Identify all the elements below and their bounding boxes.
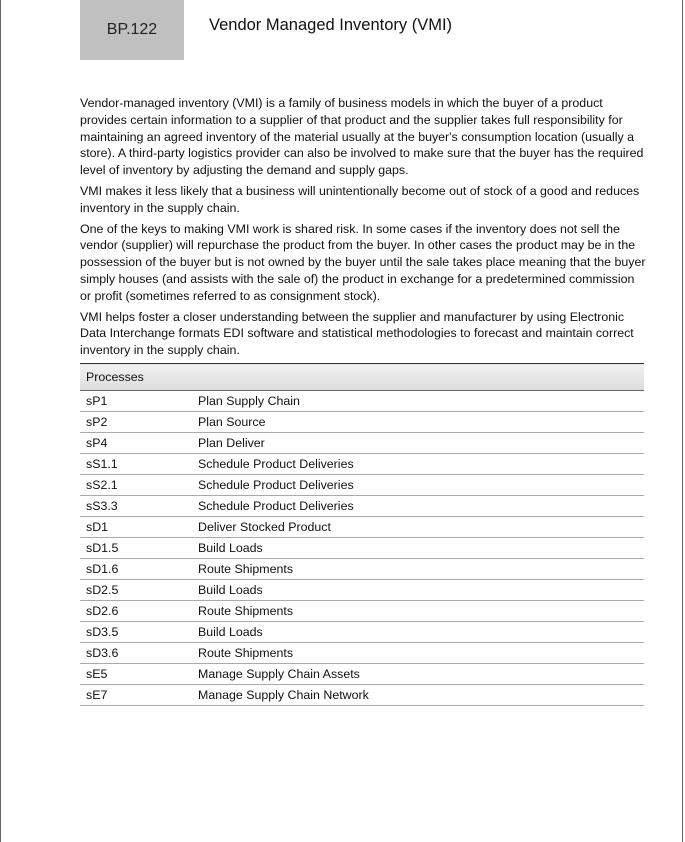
process-code-box	[80, 0, 184, 60]
process-code: BP.122	[106, 21, 158, 38]
table-row	[80, 517, 644, 538]
table-row	[80, 622, 644, 643]
process-name: Plan Deliver	[192, 433, 644, 454]
table-row	[80, 559, 644, 580]
table-row	[80, 454, 644, 475]
process-name: Build Loads	[192, 580, 644, 601]
process-name: Route Shipments	[192, 559, 644, 580]
process-code: sS3.3	[80, 496, 192, 517]
table-row	[80, 433, 644, 454]
process-code: sD3.6	[80, 643, 192, 664]
process-code: sS2.1	[80, 475, 192, 496]
table-row	[80, 475, 644, 496]
table-row	[80, 685, 644, 706]
paragraph: Vendor-managed inventory (VMI) is a family of business models in which the buyer of a product provides certain information to a supplier of that product and the supplier takes full responsibility for maintaining an agreed inventory of the material usually at the buyer's consumption location (usually a store). A third-party logistics provider can also be involved to make sure that the buyer has the required level of inventory by adjusting the demand and supply gaps.	[80, 96, 644, 178]
process-name: Deliver Stocked Product	[192, 517, 644, 538]
paragraph: VMI makes it less likely that a business will unintentionally become out of stock of a good and reduces inventory in the supply chain.	[80, 183, 640, 215]
process-code: sP1	[80, 391, 192, 412]
table-row	[80, 538, 644, 559]
process-name: Build Loads	[192, 538, 644, 559]
process-code: sP4	[80, 433, 192, 454]
process-name: Manage Supply Chain Network	[192, 685, 644, 706]
table-row	[80, 664, 644, 685]
process-code: sD1	[80, 517, 192, 538]
process-code: sP2	[80, 412, 192, 433]
process-code: sD1.5	[80, 538, 192, 559]
process-name: Route Shipments	[192, 643, 644, 664]
process-code: sS1.1	[80, 454, 192, 475]
process-code: sE5	[80, 664, 192, 685]
table-row	[80, 391, 644, 412]
process-name: Schedule Product Deliveries	[192, 496, 644, 517]
table-row	[80, 580, 644, 601]
description	[80, 95, 646, 363]
paragraph: VMI helps foster a closer understanding between the supplier and manufacturer by using Electronic Data Interchange formats EDI software and statistical methodologies to forecast and maintain correct inventory in the supply chain.	[80, 309, 634, 358]
table-row	[80, 412, 644, 433]
processes-table	[80, 363, 644, 706]
paragraph: One of the keys to making VMI work is shared risk. In some cases if the inventory does not sell the vendor (supplier) will repurchase the product from the buyer. In other cases the product may be in the possession of the buyer but is not owned by the buyer until the sale takes place meaning that the buyer simply houses (and assists with the sale of) the product in exchange for a predetermined commission or profit (sometimes referred to as consignment stock).	[80, 221, 646, 303]
process-name: Manage Supply Chain Assets	[192, 664, 644, 685]
process-name: Schedule Product Deliveries	[192, 454, 644, 475]
table-row	[80, 496, 644, 517]
process-code: sD2.5	[80, 580, 192, 601]
process-name: Route Shipments	[192, 601, 644, 622]
process-name: Schedule Product Deliveries	[192, 475, 644, 496]
process-code: sD3.5	[80, 622, 192, 643]
process-name: Plan Source	[192, 412, 644, 433]
process-code: sD1.6	[80, 559, 192, 580]
table-row	[80, 643, 644, 664]
process-code: sD2.6	[80, 601, 192, 622]
process-code: sE7	[80, 685, 192, 706]
table-header: Processes	[80, 364, 644, 391]
process-name: Plan Supply Chain	[192, 391, 644, 412]
process-name: Build Loads	[192, 622, 644, 643]
table-row	[80, 601, 644, 622]
page-title: Vendor Managed Inventory (VMI)	[209, 16, 453, 34]
